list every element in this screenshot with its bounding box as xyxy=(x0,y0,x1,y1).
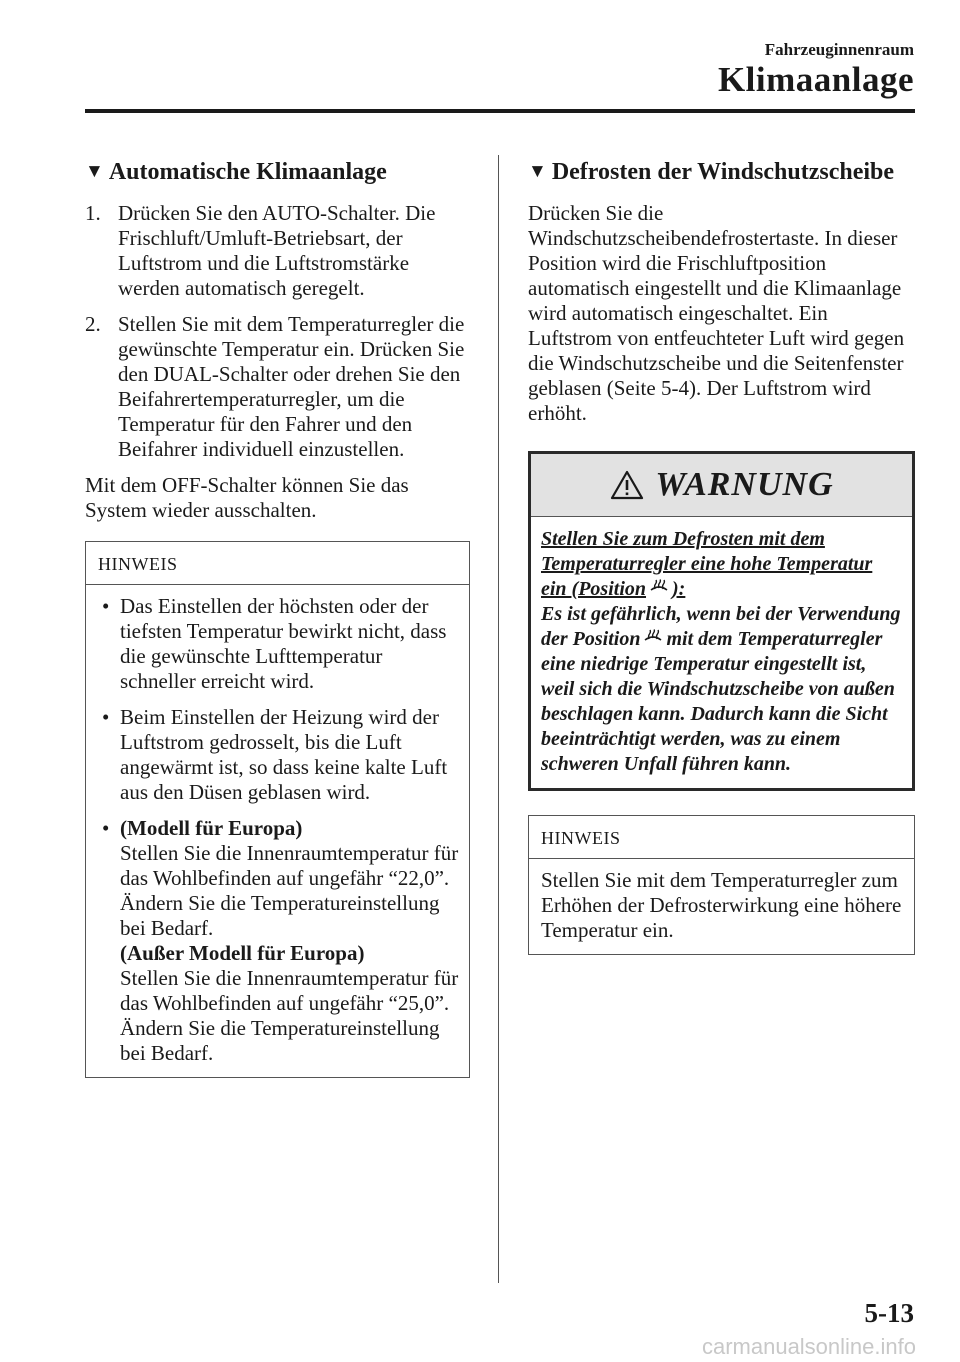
model-heading-non-europe: (Außer Modell für Europa) xyxy=(120,941,365,965)
note-bullet: • Beim Einstellen der Heizung wird der Luftstrom gedrosselt, bis die Luft angewärmt ist, so dass keine kalte Luft aus den Düsen geblasen wird. xyxy=(102,705,448,804)
section-label: Fahrzeuginnenraum xyxy=(764,40,914,59)
note-label: HINWEIS xyxy=(529,816,914,859)
note-bullet: • (Modell für Europa) Stellen Sie die Innenraumtemperatur für das Wohlbefinden auf ungefähr “22,0”. Ändern Sie die Temperatureinstellung bei Bedarf. (Außer Modell für Europa) Stellen Sie die Innenraumtemperatur für das Wohlbefinden auf ungefähr “25,0”. Ändern Sie die Temperatureinstellung bei Bedarf. xyxy=(102,816,459,1065)
note-box-defrost xyxy=(528,815,915,955)
steps-list xyxy=(85,201,470,462)
left-column xyxy=(85,155,470,1078)
note-box xyxy=(85,541,470,1078)
warning-header xyxy=(531,454,912,517)
right-column xyxy=(528,155,915,955)
triangle-down-icon: ▼ xyxy=(85,161,104,182)
page-number: 5-13 xyxy=(864,1298,914,1328)
note-label: HINWEIS xyxy=(86,542,469,585)
watermark: carmanualsonline.info xyxy=(701,1334,916,1359)
triangle-down-icon: ▼ xyxy=(528,161,547,182)
header-rule xyxy=(85,109,915,113)
defrost-paragraph: Drücken Sie die Windschutzscheibendefrostertaste. In dieser Position wird die Frischluftposition automatisch eingestellt und die Klimaanlage wird automatisch eingeschaltet. Ein Luftstrom von entfeuchteter Luft wird gegen die Windschutzscheibe und die Seitenfenster geblasen (Seite 5-4). Der Luftstrom wird erhöht. xyxy=(528,201,905,425)
bullet-dot-icon: • xyxy=(102,705,110,729)
section-heading-defrost: ▼ Defrosten der Windschutzscheibe xyxy=(528,155,915,189)
bullet-dot-icon: • xyxy=(102,816,110,840)
windshield-defroster-icon xyxy=(643,629,663,647)
off-switch-text: Mit dem OFF-Schalter können Sie das System wieder ausschalten. xyxy=(85,473,409,522)
note-text: Stellen Sie mit dem Temperaturregler zum Erhöhen der Defrosterwirkung eine höhere Temperatur ein. xyxy=(541,868,902,942)
bullet-dot-icon: • xyxy=(102,594,110,618)
model-heading-europe: (Modell für Europa) xyxy=(120,816,303,840)
column-divider xyxy=(498,155,499,1283)
section-heading-automatic: ▼ Automatische Klimaanlage xyxy=(85,155,470,189)
warning-box xyxy=(528,451,915,791)
warning-title: WARNUNG xyxy=(655,466,834,503)
note-bullet: • Das Einstellen der höchsten oder der tiefsten Temperatur bewirkt nicht, dass die gewünschte Lufttemperatur schneller erreicht wird. xyxy=(102,594,447,693)
list-item: 1. Drücken Sie den AUTO-Schalter. Die Frischluft/Umluft-Betriebsart, der Luftstrom und die Luftstromstärke werden automatisch geregelt. xyxy=(85,201,436,300)
list-item: 2. Stellen Sie mit dem Temperaturregler die gewünschte Temperatur ein. Drücken Sie den DUAL-Schalter oder drehen Sie den Beifahrertemperaturregler, um die Temperatur für den Fahrer und den Beifahrer individuell einzustellen. xyxy=(85,312,465,461)
windshield-defroster-icon xyxy=(649,579,669,597)
warning-text: Stellen Sie zum Defrosten mit dem Temperaturregler eine hohe Temperatur ein (Position ): Es ist gefährlich, wenn bei der Verwendung der Position mit dem Temperaturregler eine niedrige Temperatur eingestellt ist, weil sich die Windschutzscheibe von außen beschlagen kann. Dadurch kann die Sicht beeinträchtigt werden, was zu einem schweren Unfall führen kann. xyxy=(541,528,901,775)
warning-triangle-icon xyxy=(609,469,645,501)
page-title: Klimaanlage xyxy=(717,60,914,99)
